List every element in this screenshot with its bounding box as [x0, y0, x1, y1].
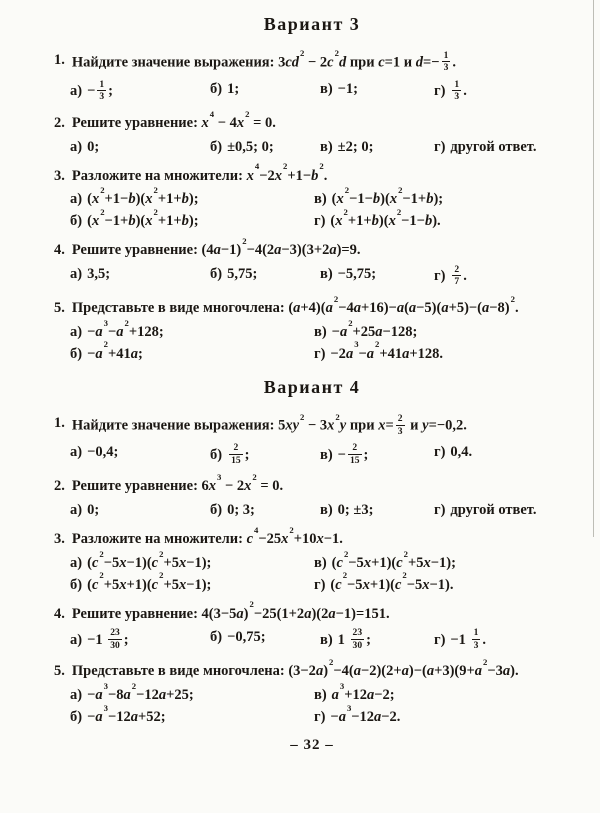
answer-label: а) [70, 265, 83, 282]
answer-label: б) [210, 502, 223, 519]
question-prompt: Решите уравнение: $4(3-5a)^2-25(1+2a)(2a-1)=151$. [71, 599, 390, 622]
question-number: 2. [54, 478, 65, 495]
answer-label: б) [70, 708, 83, 725]
answer-text: другой ответ. [450, 502, 537, 519]
answer-text: $\frac{2}{15}$ ; [231, 442, 250, 466]
question-number: 4. [54, 242, 65, 259]
answer-option [70, 265, 210, 289]
fraction: $\frac{1}{3}$ [473, 627, 479, 651]
question-head [54, 235, 570, 260]
answer-options [54, 548, 570, 595]
answer-option [70, 207, 314, 231]
answer-options [54, 501, 570, 520]
answer-label: б) [210, 138, 223, 155]
answer-label: г) [314, 576, 326, 593]
question [54, 108, 570, 157]
answer-option [434, 80, 467, 104]
answer-option [70, 80, 210, 104]
answer-option [70, 628, 210, 652]
answer-option [70, 501, 210, 520]
answer-option [70, 339, 314, 364]
answer-label: в) [314, 323, 327, 340]
answer-text: $(x^2+1-b)(x^2+1+b)$; [87, 185, 199, 208]
answer-option [434, 628, 486, 652]
answer-label: г) [314, 345, 326, 362]
question [54, 161, 570, 232]
answer-text: −0,75; [227, 629, 266, 646]
question-head [54, 657, 570, 681]
question-prompt: Представьте в виде многочлена: $(3-2a)^2-4(a-2)(2+a)-(a+3)(9+a^2-3a)$. [71, 657, 519, 680]
answer-text: $(x^2-1-b)(x^2-1+b)$; [331, 185, 444, 208]
answer-text: −0,4; [87, 444, 119, 461]
answer-label: б) [210, 629, 223, 646]
variant-3-section [54, 14, 570, 363]
page-number: – 32 – [290, 736, 334, 753]
answer-text: 3,5; [87, 265, 111, 282]
answer-options [54, 443, 570, 467]
answer-option [210, 265, 320, 289]
answer-option [434, 138, 536, 157]
answer-options [54, 317, 570, 364]
answer-text: 1 $\frac{23}{30}$ ; [337, 627, 371, 651]
answer-option [70, 138, 210, 157]
question [54, 293, 570, 364]
answer-label: в) [320, 265, 333, 282]
answer-label: а) [70, 323, 83, 340]
answer-text: $-a^2+41a$; [87, 339, 143, 362]
answer-label: г) [434, 138, 446, 155]
answer-label: в) [314, 191, 327, 208]
answer-text: другой ответ. [450, 138, 537, 155]
answer-option [314, 317, 570, 342]
question [54, 472, 570, 520]
answer-option [320, 265, 434, 289]
answer-label: б) [70, 345, 83, 362]
question-number: 1. [54, 415, 65, 432]
answer-text: ±0,5; 0; [227, 138, 274, 155]
question-prompt: Решите уравнение: $(4a-1)^2-4(2a-3)(3+2a)=9$. [71, 235, 361, 259]
answer-label: б) [70, 213, 83, 230]
answer-label: а) [70, 444, 83, 461]
question-number: 2. [54, 114, 65, 131]
answer-text: 0; ±3; [337, 502, 374, 519]
answer-text: − $\frac{1}{3}$ ; [87, 78, 113, 103]
answer-options [54, 185, 570, 231]
answer-label: а) [70, 687, 83, 704]
answer-text: −1 $\frac{23}{30}$ ; [87, 627, 129, 651]
answer-option [320, 501, 434, 520]
answer-label: в) [314, 687, 327, 704]
answer-label: б) [210, 265, 223, 282]
answer-text: −1; [337, 80, 359, 97]
answer-text: −1 $\frac{1}{3}$ . [450, 627, 486, 651]
fraction: $\frac{1}{3}$ [443, 50, 449, 74]
question-head [54, 599, 570, 624]
question-number: 3. [54, 167, 65, 184]
answer-option [70, 702, 314, 727]
fraction: $\frac{2}{7}$ [454, 263, 460, 288]
answer-option [314, 548, 570, 573]
answer-label: а) [70, 138, 83, 155]
answer-text: $-a^3-12a-2$. [330, 702, 401, 725]
answer-option [320, 80, 434, 104]
answer-options [54, 265, 570, 289]
question-head [54, 293, 570, 318]
fraction: $\frac{1}{3}$ [99, 78, 105, 103]
answer-label: г) [434, 268, 446, 285]
question-prompt: Представьте в виде многочлена: $(a+4)(a^2-4a+16)-a(a-5)(a+5)-(a-8)^2$. [71, 293, 519, 316]
answer-text: 5,75; [227, 265, 258, 282]
answer-text: $\frac{1}{3}$ . [454, 78, 467, 103]
answer-options [54, 680, 570, 727]
answer-options [54, 628, 570, 652]
answer-label: г) [434, 83, 446, 100]
fraction: $\frac{2}{3}$ [397, 413, 403, 437]
question-number: 5. [54, 299, 65, 316]
answer-option [210, 138, 320, 157]
question-list [54, 48, 570, 363]
answer-option [210, 80, 320, 104]
fraction: $\frac{2}{15}$ [231, 442, 241, 466]
answer-text: $(c^2-5x+1)(c^2-5x-1)$. [330, 570, 454, 593]
fraction: $\frac{23}{30}$ [352, 627, 363, 651]
question [54, 48, 570, 104]
answer-option [314, 185, 570, 209]
answer-text: ±2; 0; [337, 138, 374, 155]
question [54, 657, 570, 727]
question-prompt: Найдите значение выражения: $3cd^2 - 2c^2d$ при c=1 и d=− $\frac{1}{3}$ . [71, 48, 456, 74]
question-prompt: Решите уравнение: $6x^3 - 2x^2 = 0$. [71, 472, 284, 495]
question-list [54, 411, 570, 726]
question-head [54, 161, 570, 186]
answer-text: $(c^2+5x+1)(c^2+5x-1)$; [87, 570, 212, 593]
answer-option [70, 548, 314, 573]
question-number: 5. [54, 663, 65, 680]
answer-label: в) [320, 502, 333, 519]
variant-title: Вариант 4 [263, 377, 361, 398]
answer-label: в) [320, 138, 333, 155]
answer-label: г) [314, 708, 326, 725]
answer-label: в) [320, 446, 333, 463]
answer-label: г) [314, 213, 326, 230]
answer-option [314, 570, 570, 595]
answer-option [434, 265, 467, 289]
variant-4-section [54, 377, 570, 726]
fraction: $\frac{1}{3}$ [454, 78, 460, 103]
answer-label: г) [434, 631, 446, 648]
question-head [54, 472, 570, 496]
answer-label: б) [210, 446, 223, 463]
answer-option [314, 702, 570, 727]
question-prompt: Разложите на множители: $x^4-2x^2+1-b^2$. [71, 161, 328, 184]
answer-text: $(c^2-5x+1)(c^2+5x-1)$; [331, 548, 456, 571]
answer-text: 0,4. [450, 444, 473, 461]
answer-text: $-2a^3-a^2+41a+128$. [330, 339, 444, 362]
answer-label: б) [70, 576, 83, 593]
answer-text: $(x^2-1+b)(x^2+1+b)$; [87, 207, 199, 230]
question-head [54, 48, 570, 75]
answer-label: г) [434, 502, 446, 519]
answer-label: а) [70, 502, 83, 519]
answer-text: 0; [87, 502, 100, 519]
answer-text: $a^3+12a-2$; [331, 680, 395, 704]
variant-title: Вариант 3 [263, 14, 361, 34]
answer-option [70, 443, 210, 467]
question-number: 3. [54, 530, 65, 547]
question-head [54, 524, 570, 549]
answer-option [320, 628, 434, 652]
answer-label: в) [320, 631, 333, 648]
answer-text: $\frac{2}{7}$ . [454, 263, 467, 288]
answer-text: $(x^2+1+b)(x^2-1-b)$. [330, 207, 441, 230]
answer-option [210, 628, 320, 652]
answer-text: −5,75; [337, 265, 377, 282]
answer-options [54, 80, 570, 104]
answer-text: − $\frac{2}{15}$ ; [337, 442, 369, 466]
answer-label: а) [70, 631, 83, 648]
answer-option [314, 207, 570, 231]
answer-text: $-a^3-12a+52$; [87, 702, 166, 725]
answer-option [210, 501, 320, 520]
fraction: $\frac{2}{15}$ [349, 442, 360, 466]
answer-label: а) [70, 83, 83, 100]
fraction: $\frac{23}{30}$ [110, 627, 120, 651]
question [54, 235, 570, 289]
answer-option [320, 138, 434, 157]
answer-text: $-a^3-a^2+128$; [87, 317, 164, 340]
answer-option [314, 680, 570, 705]
answer-label: а) [70, 554, 83, 571]
answer-option [314, 339, 570, 364]
question-head [54, 411, 570, 438]
answer-label: в) [320, 80, 333, 97]
answer-text: 0; 3; [227, 502, 255, 519]
answer-option [70, 570, 314, 595]
question [54, 411, 570, 467]
answer-text: $-a^3-8a^2-12a+25$; [87, 680, 194, 704]
answer-label: б) [210, 80, 223, 97]
answer-option [70, 185, 314, 209]
answer-text: $-a^2+25a-128$; [331, 317, 418, 340]
answer-label: г) [434, 444, 446, 461]
question-prompt: Найдите значение выражения: $5xy^2 - 3x^2y$ при x= $\frac{2}{3}$ и y=−0,2. [71, 411, 467, 437]
question-number: 1. [54, 52, 65, 68]
question [54, 599, 570, 653]
question-number: 4. [54, 605, 65, 622]
question-head [54, 108, 570, 133]
question-prompt: Разложите на множители: $c^4-25x^2+10x-1$. [71, 524, 343, 547]
answer-label: в) [314, 554, 327, 571]
question [54, 524, 570, 595]
answer-option [434, 501, 536, 520]
answer-text: $(c^2-5x-1)(c^2+5x-1)$; [87, 548, 212, 571]
answer-options [54, 138, 570, 157]
answer-label: а) [70, 191, 83, 208]
answer-text: 0; [87, 138, 100, 155]
answer-option [320, 443, 434, 467]
answer-text: 1; [227, 80, 240, 97]
answer-option [210, 443, 320, 467]
question-prompt: Решите уравнение: $x^4 - 4x^2 = 0$. [71, 108, 276, 131]
answer-option [434, 443, 472, 467]
